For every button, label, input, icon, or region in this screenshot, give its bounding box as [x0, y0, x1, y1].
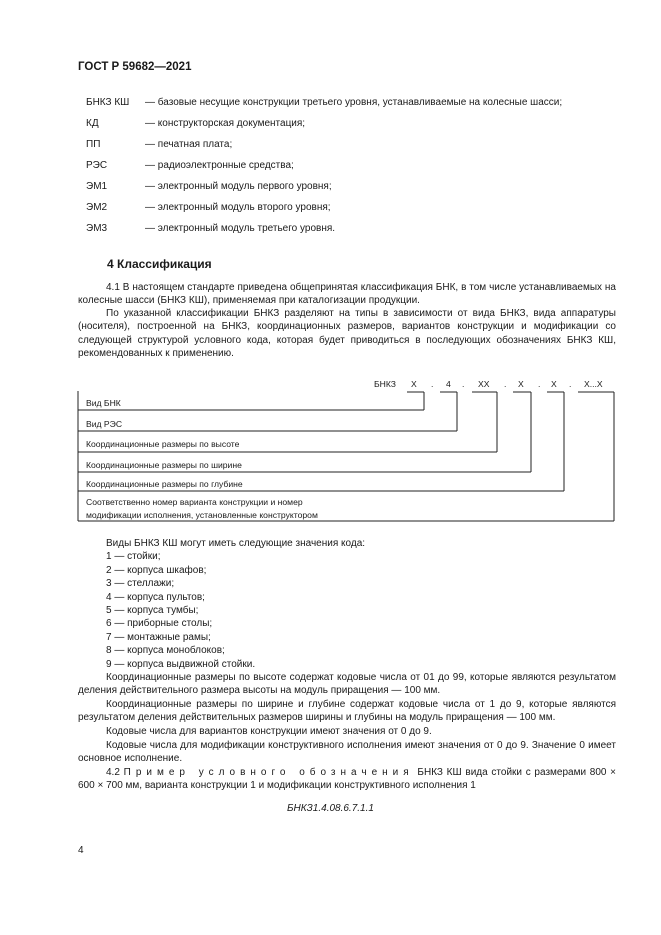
- kind-item: 9 — корпуса выдвижной стойки.: [106, 658, 256, 670]
- abbreviation-term: ПП: [86, 139, 101, 150]
- example-label: Пример условного обозначения: [123, 767, 414, 778]
- kind-item: 7 — монтажные рамы;: [106, 631, 211, 643]
- example-number: 4.2: [106, 767, 120, 778]
- document-header: ГОСТ Р 59682—2021: [78, 61, 192, 73]
- rule-variant: [78, 725, 616, 738]
- abbreviation-term: БНКЗ КШ: [86, 97, 130, 108]
- kinds-intro: Виды БНКЗ КШ могут иметь следующие значения кода:: [106, 538, 366, 549]
- scheme-label-depth: Координационные размеры по глубине: [86, 479, 243, 489]
- scheme-label-width: Координационные размеры по ширине: [86, 460, 242, 470]
- code-token: .: [504, 379, 507, 389]
- code-token: .: [569, 379, 572, 389]
- kind-item: 8 — корпуса моноблоков;: [106, 645, 225, 657]
- abbreviation-definition: — конструкторская документация;: [145, 118, 306, 129]
- abbreviation-definition: — базовые несущие конструкции третьего уровня, устанавливаемые на колесные шасси;: [145, 97, 563, 108]
- rule-width-depth: [78, 698, 616, 725]
- abbreviation-definition: — электронный модуль третьего уровня.: [145, 223, 336, 234]
- code-token: Х...Х: [584, 379, 603, 389]
- section-title: 4 Классификация: [107, 257, 212, 271]
- abbreviation-definition: — электронный модуль первого уровня;: [145, 181, 332, 192]
- rule-text: Координационные размеры по ширине и глубине содержат кодовые числа от 1 до 9, которые являются результатом деления действительных размеров ширины и глубины на модуль приращения — 100 мм.: [78, 699, 616, 724]
- abbreviation-term: КД: [86, 118, 99, 129]
- code-token: 4: [446, 379, 451, 389]
- example-code: БНКЗ1.4.08.6.7.1.1: [287, 803, 374, 814]
- kind-item: 1 — стойки;: [106, 551, 161, 563]
- code-token: Х: [551, 379, 557, 389]
- kind-item: 3 — стеллажи;: [106, 578, 175, 590]
- abbreviation-term: РЭС: [86, 160, 108, 171]
- rule-height: [78, 671, 616, 698]
- scheme-label-height: Координационные размеры по высоте: [86, 439, 240, 449]
- rule-text: Координационные размеры по высоте содержат кодовые числа от 01 до 99, которые являются результатом деления действительного размера высоты на модуль приращения — 100 мм.: [78, 672, 616, 697]
- abbreviation-definition: — электронный модуль второго уровня;: [145, 202, 331, 213]
- scheme-label-variant: Соответственно номер варианта конструкции и номер: [86, 497, 303, 507]
- paragraph-text: По указанной классификации БНКЗ разделяют на типы в зависимости от вида БНКЗ, вида аппаратуры (носителя), построенной на БНКЗ, координационных размеров, вариантов конструкции и модификации со следующей структурой условного кода, которая будет приводиться в последующих обозначениях БНКЗ КШ, рекомендованных к применению.: [78, 308, 616, 360]
- code-token: .: [462, 379, 465, 389]
- code-token: .: [431, 379, 434, 389]
- code-token: .: [538, 379, 541, 389]
- rule-text: Кодовые числа для вариантов конструкции имеют значения от 0 до 9.: [106, 726, 432, 737]
- abbreviation-term: ЭМ2: [86, 202, 108, 213]
- abbreviation-definition: — радиоэлектронные средства;: [145, 160, 294, 171]
- code-token: БНКЗ: [374, 379, 396, 389]
- rule-text: Кодовые числа для модификации конструктивного исполнения имеют значения от 0 до 9. Значение 0 имеет основное исполнение.: [78, 740, 616, 765]
- page-number: 4: [78, 845, 84, 856]
- kind-item: 4 — корпуса пультов;: [106, 591, 205, 603]
- rule-modification: [78, 739, 616, 766]
- example-paragraph: [78, 766, 616, 793]
- kind-item: 5 — корпуса тумбы;: [106, 605, 199, 617]
- scheme-label-bnk-type: Вид БНК: [86, 398, 121, 408]
- code-token: Х: [411, 379, 417, 389]
- scheme-label-res-type: Вид РЭС: [86, 419, 123, 429]
- kind-item: 2 — корпуса шкафов;: [106, 564, 207, 576]
- kinds-list: [78, 537, 616, 671]
- abbreviation-term: ЭМ1: [86, 181, 108, 192]
- kind-item: 6 — приборные столы;: [106, 618, 213, 630]
- scheme-label-modification: модификации исполнения, установленные конструктором: [86, 510, 318, 520]
- example-text: БНКЗ КШ вида стойки с размерами 800 × 600 × 700 мм, варианта конструкции 1 и модификации конструктивного исполнения 1: [78, 767, 617, 792]
- abbreviation-definition: — печатная плата;: [145, 139, 233, 150]
- code-token: Х: [518, 379, 524, 389]
- code-token: ХХ: [478, 379, 490, 389]
- abbreviation-term: ЭМ3: [86, 223, 108, 234]
- paragraph-text: 4.1 В настоящем стандарте приведена общепринятая классификация БНК, в том числе устанавливаемых на колесные шасси (БНКЗ КШ), применяемая при каталогизации продукции.: [78, 282, 616, 307]
